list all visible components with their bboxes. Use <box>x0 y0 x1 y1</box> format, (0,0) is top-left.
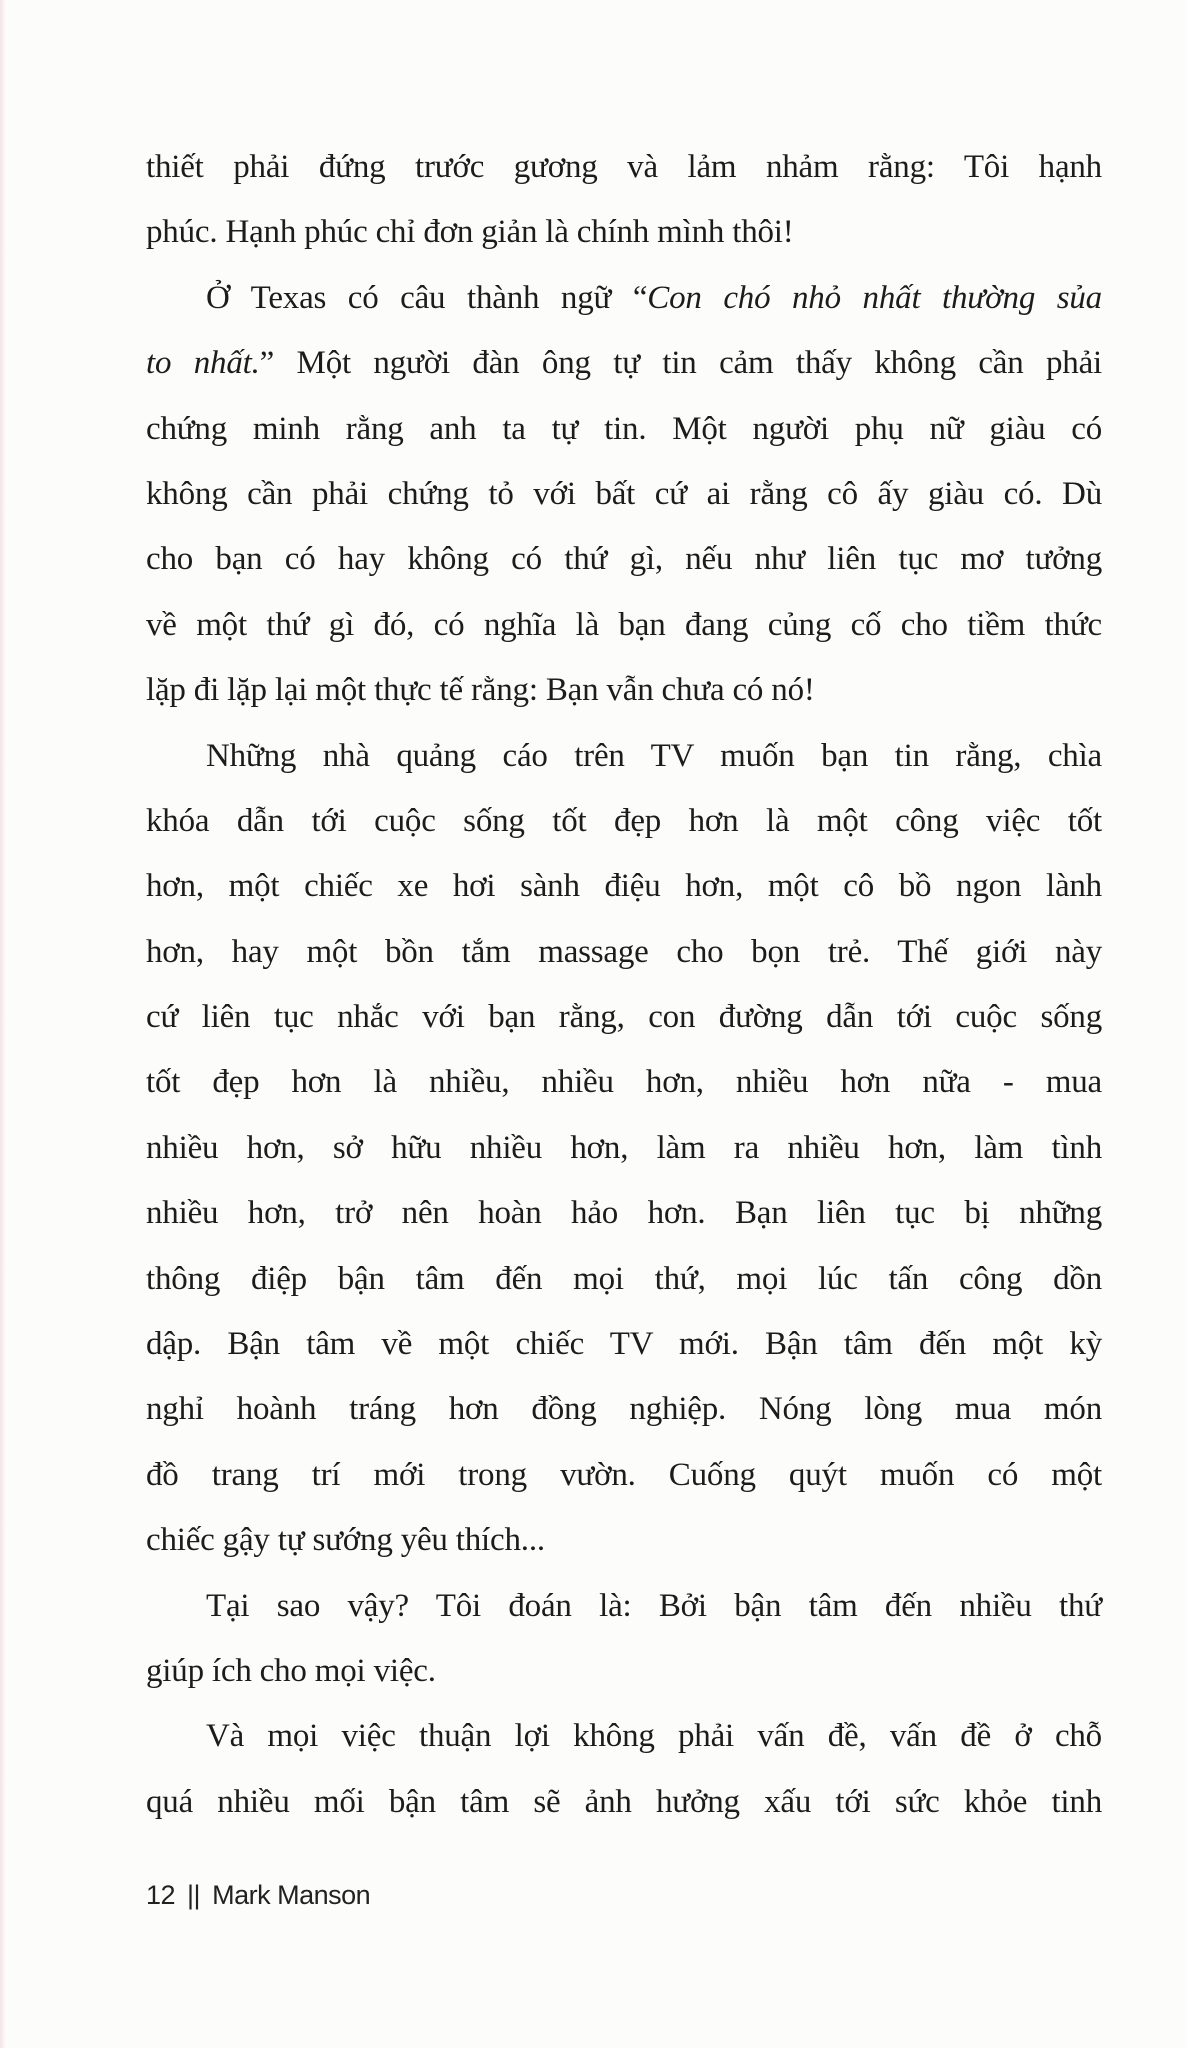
text-line: quá nhiều mối bận tâm sẽ ảnh hưởng xấu tới sức khỏe tinh <box>146 1783 1102 1820</box>
idiom-quote: Con chó nhỏ nhất thường sủa <box>647 279 1102 316</box>
text-line: về một thứ gì đó, có nghĩa là bạn đang củng cố cho tiềm thức <box>146 606 1102 643</box>
text-line: nhiều hơn, trở nên hoàn hảo hơn. Bạn liên tục bị những <box>146 1195 1102 1232</box>
text-line: nhiều hơn, sở hữu nhiều hơn, làm ra nhiều hơn, làm tình <box>146 1129 1102 1166</box>
page-number: 12 <box>146 1880 176 1910</box>
text-line: chiếc gậy tự sướng yêu thích... <box>146 1522 545 1559</box>
text-line: Tại sao vậy? Tôi đoán là: Bởi bận tâm đến nhiều thứ <box>206 1587 1102 1624</box>
text-line: to nhất.” Một người đàn ông tự tin cảm thấy không cần phải <box>146 345 1102 382</box>
text-line: thông điệp bận tâm đến mọi thứ, mọi lúc tấn công dồn <box>146 1260 1102 1297</box>
text-line: phúc. Hạnh phúc chỉ đơn giản là chính mình thôi! <box>146 214 794 251</box>
text-line: cho bạn có hay không có thứ gì, nếu như liên tục mơ tưởng <box>146 541 1102 578</box>
text-line: hơn, hay một bồn tắm massage cho bọn trẻ. Thế giới này <box>146 933 1102 970</box>
page-footer <box>146 1880 370 1911</box>
author-name: Mark Manson <box>212 1880 371 1910</box>
idiom-quote: to nhất. <box>146 345 260 382</box>
text-line: nghỉ hoành tráng hơn đồng nghiệp. Nóng lòng mua món <box>146 1391 1102 1428</box>
text-line: Những nhà quảng cáo trên TV muốn bạn tin rằng, chìa <box>206 737 1102 774</box>
text-line: giúp ích cho mọi việc. <box>146 1652 436 1689</box>
footer-separator: || <box>187 1880 201 1910</box>
text-line: dập. Bận tâm về một chiếc TV mới. Bận tâm đến một kỳ <box>146 1326 1102 1363</box>
page-edge <box>0 0 6 2048</box>
paragraph <box>146 1574 1102 1705</box>
text-line: Ở Texas có câu thành ngữ “Con chó nhỏ nhất thường sủa <box>206 279 1102 316</box>
text-line: Và mọi việc thuận lợi không phải vấn đề, vấn đề ở chỗ <box>206 1718 1102 1755</box>
body-text <box>146 135 1102 1835</box>
text-line: chứng minh rằng anh ta tự tin. Một người phụ nữ giàu có <box>146 410 1102 447</box>
paragraph <box>146 266 1102 724</box>
paragraph <box>146 1704 1102 1835</box>
paragraph <box>146 135 1102 266</box>
text-line: thiết phải đứng trước gương và lảm nhảm rằng: Tôi hạnh <box>146 149 1102 185</box>
text-line: khóa dẫn tới cuộc sống tốt đẹp hơn là một công việc tốt <box>146 802 1102 839</box>
text-line: lặp đi lặp lại một thực tế rằng: Bạn vẫn chưa có nó! <box>146 672 815 709</box>
text-line: không cần phải chứng tỏ với bất cứ ai rằng cô ấy giàu có. Dù <box>146 475 1102 512</box>
text-line: tốt đẹp hơn là nhiều, nhiều hơn, nhiều hơn nữa - mua <box>146 1064 1102 1101</box>
text-line: cứ liên tục nhắc với bạn rằng, con đường dẫn tới cuộc sống <box>146 999 1102 1036</box>
text-line: hơn, một chiếc xe hơi sành điệu hơn, một cô bồ ngon lành <box>146 868 1102 905</box>
text-line: đồ trang trí mới trong vườn. Cuống quýt muốn có một <box>146 1456 1102 1493</box>
paragraph <box>146 724 1102 1574</box>
